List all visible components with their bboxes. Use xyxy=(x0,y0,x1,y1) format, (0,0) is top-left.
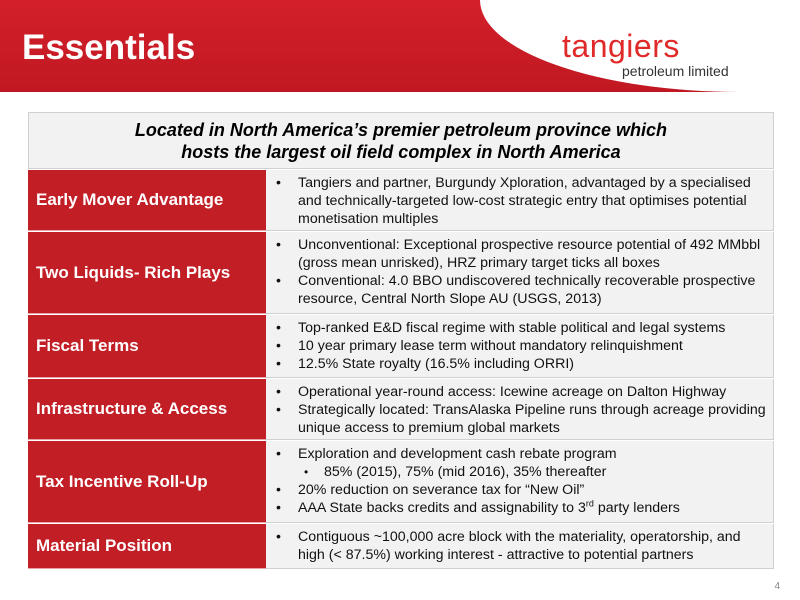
bullet-icon: • xyxy=(276,273,281,289)
bullet-text: 20% reduction on severance tax for “New Oil” xyxy=(298,482,585,498)
bullet-icon: • xyxy=(276,500,281,516)
bullet-text: Strategically located: TransAlaska Pipeline runs through acreage providing unique access to premium global markets xyxy=(298,402,766,436)
page-number: 4 xyxy=(774,581,780,592)
page-title: Essentials xyxy=(22,28,196,67)
row-content xyxy=(266,524,774,569)
row-label: Early Mover Advantage xyxy=(28,170,266,231)
table-row xyxy=(28,524,774,570)
bullet-icon: • xyxy=(276,320,281,336)
row-label: Infrastructure & Access xyxy=(28,379,266,440)
row-content xyxy=(266,170,774,231)
bullet-text: Operational year-round access: Icewine acreage on Dalton Highway xyxy=(298,384,727,400)
bullet-item xyxy=(276,401,767,437)
bullet-text: Contiguous ~100,000 acre block with the materiality, operatorship, and high (< 87.5%) working interest - attractive to potential partners xyxy=(298,529,741,563)
bullet-text: 12.5% State royalty (16.5% including ORRI) xyxy=(298,356,574,372)
logo-wordmark: tangiers xyxy=(562,28,680,64)
row-content xyxy=(266,379,774,440)
bullet-text: 10 year primary lease term without mandatory relinquishment xyxy=(298,338,683,354)
bullet-icon: • xyxy=(276,402,281,418)
table-row xyxy=(28,441,774,524)
row-label: Two Liquids- Rich Plays xyxy=(28,232,266,314)
bullet-icon: • xyxy=(276,529,281,545)
table-row xyxy=(28,232,774,315)
bullet-item xyxy=(276,236,767,272)
bullet-item xyxy=(276,481,767,499)
bullet-item xyxy=(276,383,767,401)
row-label: Fiscal Terms xyxy=(28,315,266,378)
bullet-icon: • xyxy=(276,482,281,498)
bullet-icon: • xyxy=(276,356,281,372)
bullet-icon: • xyxy=(276,446,281,462)
bullet-icon: • xyxy=(304,465,309,479)
bullet-text: Top-ranked E&D fiscal regime with stable political and legal systems xyxy=(298,320,726,336)
superscript: rd xyxy=(585,498,594,509)
sub-bullet-item xyxy=(276,463,767,481)
bullet-item xyxy=(276,319,767,337)
bullet-item xyxy=(276,528,767,564)
logo-tagline: petroleum limited xyxy=(622,63,729,79)
bullet-icon: • xyxy=(276,384,281,400)
headline-line-1: Located in North America’s premier petroleum province which xyxy=(134,119,668,140)
table-row xyxy=(28,379,774,441)
row-content xyxy=(266,441,774,523)
headline-box xyxy=(28,112,774,169)
bullet-text: Conventional: 4.0 BBO undiscovered technically recoverable prospective resource, Central North Slope AU (USGS, 2013) xyxy=(298,273,756,307)
table-row xyxy=(28,170,774,232)
row-content xyxy=(266,232,774,314)
bullet-text: Exploration and development cash rebate program xyxy=(298,446,617,462)
table-row xyxy=(28,315,774,379)
bullet-item xyxy=(276,337,767,355)
header-bar xyxy=(0,0,800,92)
bullet-text xyxy=(298,499,680,517)
company-logo xyxy=(562,30,762,78)
bullet-text: 85% (2015), 75% (mid 2016), 35% thereafter xyxy=(324,464,607,480)
bullet-icon: • xyxy=(276,175,281,191)
bullet-item xyxy=(276,355,767,373)
headline-line-2: hosts the largest oil field complex in North America xyxy=(181,141,621,162)
row-label: Material Position xyxy=(28,524,266,569)
bullet-icon: • xyxy=(276,338,281,354)
bullet-item xyxy=(276,174,767,228)
row-label: Tax Incentive Roll-Up xyxy=(28,441,266,523)
bullet-text-part: party lenders xyxy=(593,500,680,516)
bullet-text: Unconventional: Exceptional prospective resource potential of 492 MMbbl (gross mean unrisked), HRZ primary target ticks all boxes xyxy=(298,237,761,271)
headline-text xyxy=(135,119,667,163)
essentials-table xyxy=(28,170,774,570)
bullet-text: Tangiers and partner, Burgundy Xploration, advantaged by a specialised and technically-targeted low-cost strategic entry that optimises potential monetisation multiples xyxy=(298,175,751,227)
bullet-text-part: AAA State backs credits and assignability to 3 xyxy=(298,500,586,516)
bullet-item xyxy=(276,272,767,308)
row-content xyxy=(266,315,774,378)
bullet-item xyxy=(276,445,767,463)
bullet-item xyxy=(276,499,767,517)
bullet-icon: • xyxy=(276,237,281,253)
